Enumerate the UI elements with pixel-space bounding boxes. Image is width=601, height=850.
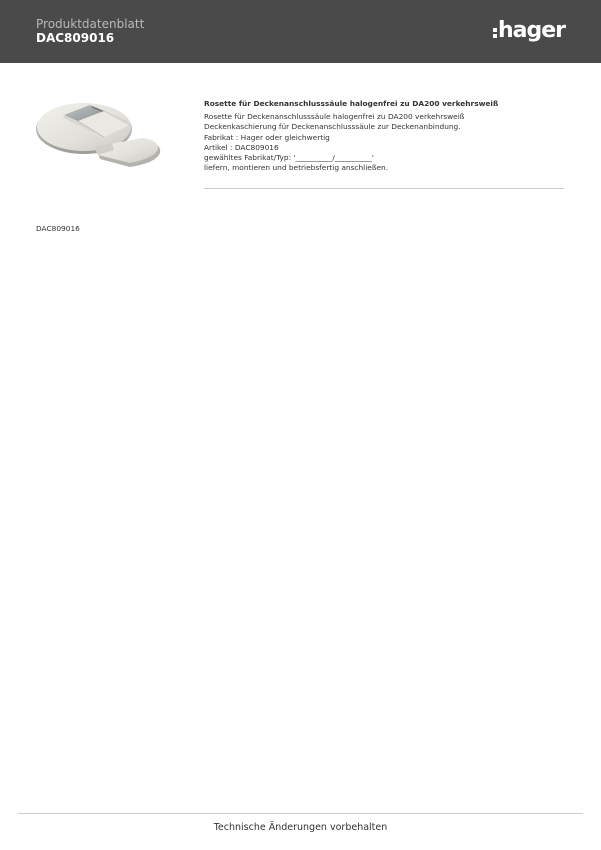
section-divider [204,188,564,189]
logo-colon-icon [493,28,497,38]
article-number-heading: DAC809016 [36,31,115,45]
description-line: liefern, montieren und betriebsfertig anschließen. [204,163,389,173]
footer-divider [18,813,583,814]
article-code-label: DAC809016 [36,224,80,233]
hager-logo [493,17,565,45]
footer-note: Technische Änderungen vorbehalten [213,822,388,833]
description-line: Fabrikat : Hager oder gleichwertig [204,132,330,142]
product-title: Rosette für Deckenanschlusssäule halogenfrei zu DA200 verkehrsweiß [204,99,499,108]
description-line: Artikel : DAC809016 [204,142,279,152]
product-description [204,99,564,173]
description-line: Deckenkaschierung für Deckenanschlusssäule zur Deckenanbindung. [204,122,461,132]
product-image [34,97,162,177]
logo-text: hager [498,18,566,43]
document-type-label: Produktdatenblatt [36,17,145,31]
header-bar [0,0,601,63]
description-line: gewähltes Fabrikat/Typ: '__________/__________' [204,153,374,163]
description-line: Rosette für Deckenanschlusssäule halogenfrei zu DA200 verkehrsweiß [204,112,465,122]
